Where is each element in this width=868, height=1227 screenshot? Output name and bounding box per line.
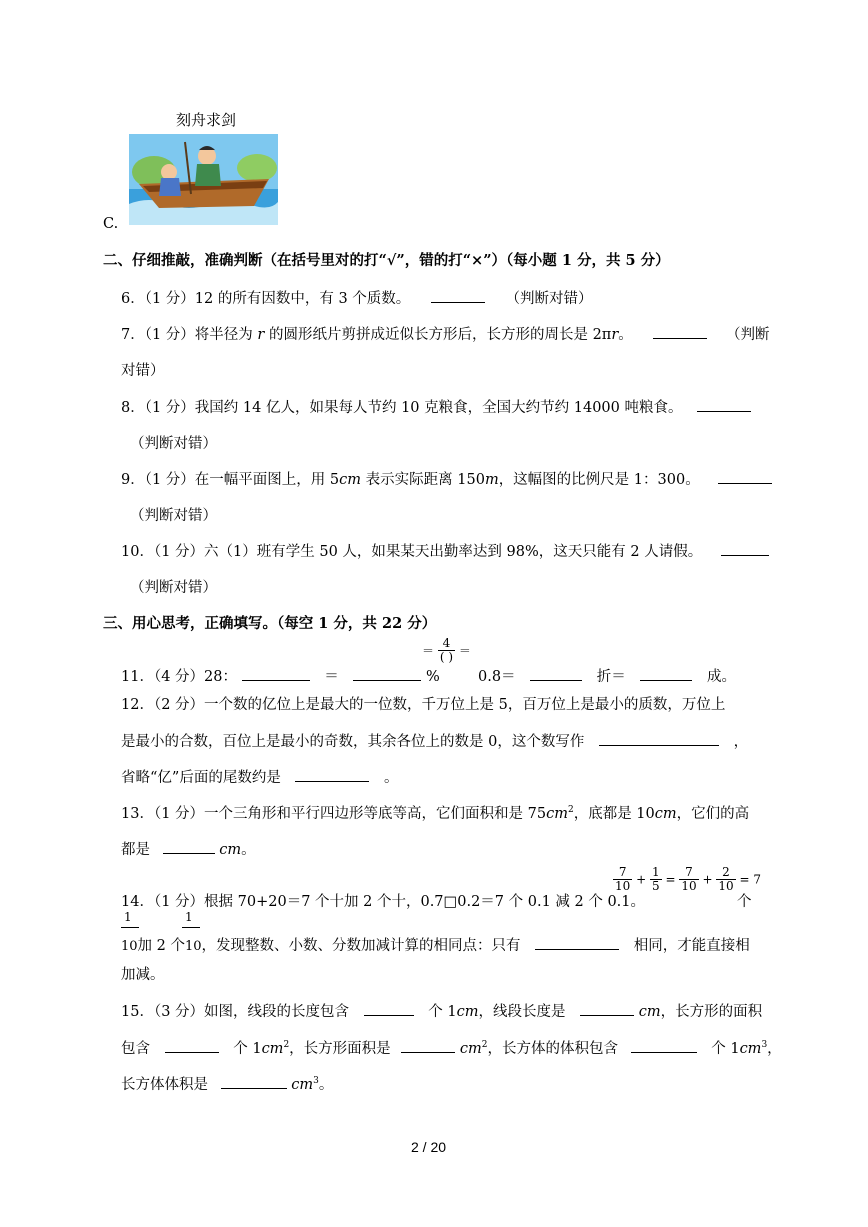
q13-unit3: cm	[219, 842, 242, 858]
q15-l2c: ，长方形面积是	[289, 1041, 391, 1057]
q13-unit2: cm	[654, 806, 677, 822]
q15-line2	[121, 1037, 782, 1058]
q13-text-b: ，底都是 10	[573, 806, 655, 822]
q14-plus1: +	[636, 872, 647, 887]
q8-text: 8．（1 分）我国约 14 亿人，如果每人节约 10 克粮食，全国大约节约 14000 吨粮食。	[121, 400, 683, 416]
q14-frac-3	[679, 866, 698, 893]
q7-tail2: 对错）	[121, 363, 165, 379]
q9-text-a: 9．（1 分）在一幅平面图上，用 5	[121, 472, 340, 488]
q7-var2: r	[611, 327, 619, 343]
q7-text-a: 7．（1 分）将半径为	[121, 327, 258, 343]
q13-text-e: 。	[241, 842, 256, 858]
q9-unit1: cm	[339, 472, 362, 488]
q9-answer-blank[interactable]	[718, 469, 772, 484]
q15-u5: cm	[739, 1041, 762, 1057]
q12-line2-text: 是最小的合数，百位上是最小的奇数，其余各位上的数是 0，这个数写作	[121, 734, 585, 750]
q11-cheng: 成。	[707, 669, 736, 685]
q13-unit1: cm	[546, 806, 568, 822]
q12-blank-2[interactable]	[295, 767, 369, 782]
question-8	[121, 396, 751, 417]
q6-answer-blank[interactable]	[431, 288, 485, 303]
q13-line2	[121, 838, 256, 859]
q14-f5d: 10	[121, 939, 138, 954]
q13-text-a: 13．（1 分）一个三角形和平行四边形等底等高，它们面积和是 75	[121, 806, 547, 822]
q15-u3: cm	[261, 1041, 284, 1057]
q14-frac-4	[716, 866, 735, 893]
q14-plus2: +	[702, 872, 713, 887]
q14-line1: 14．（1 分）根据 70+20＝7 个十加 2 个十，0.7□0.2＝7 个 0.1 减 2 个 0.1。	[121, 894, 646, 910]
question-10	[121, 540, 769, 561]
q15-sup-d: 3	[313, 1076, 319, 1087]
q7-text-b: 的圆形纸片剪拼成近似长方形后，长方形的周长是 2π	[264, 327, 612, 343]
q12-comma: ，	[733, 734, 749, 750]
q14-line2	[121, 934, 750, 955]
q15-l1d: ，长方形的面积	[660, 1004, 763, 1020]
q9-unit2: m	[484, 472, 499, 488]
q15-sup-a: 2	[283, 1040, 290, 1051]
q14-f3n: 7	[679, 866, 698, 880]
q14-f4d: 10	[718, 879, 734, 893]
q13-line1	[121, 802, 749, 823]
q14-f6d: 10	[185, 939, 202, 954]
q15-u4: cm	[459, 1041, 482, 1057]
boat-illustration	[129, 134, 278, 225]
q15-line3: 长方体体积是 $cm^3$。	[121, 1073, 333, 1094]
q9-text-c: ，这幅图的比例尺是 1：300。	[498, 472, 700, 488]
q11-frac-num: 4	[438, 637, 455, 651]
q15-line1	[121, 1000, 762, 1021]
q15-sup-b: 2	[481, 1040, 488, 1051]
q9-text-b: 表示实际距离 150	[361, 472, 485, 488]
section-2-title: 二、仔细推敲，准确判断（在括号里对的打“√”，错的打“×”）（每小题 1 分，共 5 分）	[103, 252, 670, 269]
q14-eq2: = 7	[739, 872, 761, 887]
q7-tail1: （判断	[726, 327, 770, 343]
q13-text-c: ，它们的高	[676, 806, 750, 822]
q14-frac-6-num: 1	[185, 910, 193, 924]
image-caption: 刻舟求剑	[176, 111, 237, 129]
q11-mid: 0.8＝	[478, 669, 516, 685]
q6-tail: （判断对错）	[505, 291, 593, 307]
q12-line3-text: 省略“亿”后面的尾数约是	[121, 770, 281, 786]
q15-blank-6[interactable]	[221, 1074, 287, 1089]
q6-text: 6．（1 分）12 的所有因数中，有 3 个质数。	[121, 291, 411, 307]
q15-u6: cm	[291, 1077, 314, 1093]
q11-blank-2[interactable]	[353, 666, 421, 681]
q15-l1b: 个 1	[428, 1004, 457, 1020]
q11-fraction	[422, 637, 471, 664]
q7-answer-blank[interactable]	[653, 324, 707, 339]
q10-answer-blank[interactable]	[721, 541, 769, 556]
q14-blank[interactable]	[535, 935, 619, 950]
q12-end: 。	[384, 770, 399, 786]
question-6	[121, 287, 593, 308]
question-11	[121, 665, 440, 686]
q11-eq: ＝	[324, 669, 339, 685]
q12-line1: 12．（2 分）一个数的亿位上是最大的一位数，千万位上是 5，百万位上是最小的质数，万位上	[121, 697, 726, 713]
q12-line3	[121, 766, 399, 787]
q11-blank-3[interactable]	[530, 666, 582, 681]
q11-frac-pre: ＝	[422, 644, 435, 658]
q13-text-d: 都是	[121, 842, 150, 858]
q8-tail: （判断对错）	[130, 436, 217, 452]
q15-u1: cm	[456, 1004, 479, 1020]
q15-blank-3[interactable]	[165, 1038, 219, 1053]
q15-l3a: 长方体体积是	[121, 1077, 208, 1093]
q14-frac-5-num: 1	[124, 910, 132, 924]
q14-f4n: 2	[716, 866, 735, 880]
q14-line3: 加减。	[121, 967, 165, 983]
q14-line2b: 相同，才能直接相	[633, 938, 750, 954]
q15-l1a: 15．（3 分）如图，线段的长度包含	[121, 1004, 350, 1020]
q11-blank-4[interactable]	[640, 666, 692, 681]
q8-answer-blank[interactable]	[697, 397, 751, 412]
q7-text-c: 。	[618, 327, 633, 343]
q9-tail: （判断对错）	[130, 508, 217, 524]
q14-f3d: 10	[681, 879, 697, 893]
q14-jia: 加 2 个	[137, 938, 185, 954]
q14-frac-2	[650, 866, 662, 893]
q15-sup-c: 3	[761, 1040, 768, 1051]
q14-f2n: 1	[652, 865, 660, 879]
q15-u2: cm	[638, 1004, 661, 1020]
q15-l2b: 个 1	[233, 1041, 262, 1057]
q14-ge: 个	[737, 894, 752, 910]
q11-frac-post: ＝	[458, 644, 471, 658]
section-3-title: 三、用心思考，正确填写。（每空 1 分，共 22 分）	[103, 615, 437, 632]
q14-f2d: 5	[652, 879, 660, 893]
q14-f1d: 10	[615, 879, 631, 893]
q10-tail: （判断对错）	[130, 580, 217, 596]
q14-frac-5-bar	[121, 927, 139, 928]
question-7	[121, 323, 770, 344]
q14-eq1: =	[665, 872, 676, 887]
q11-zhe: 折＝	[596, 669, 626, 685]
q14-frac-1	[613, 866, 632, 893]
q14-fraction-equation	[613, 866, 761, 893]
option-c: C.	[103, 216, 119, 232]
q15-l1c: ，线段长度是	[478, 1004, 566, 1020]
q11-prefix: 11．（4 分）28：	[121, 669, 237, 685]
q14-f1n: 7	[613, 866, 632, 880]
q11-frac	[438, 637, 455, 664]
q15-l2f: ，	[767, 1041, 782, 1057]
q13-blank[interactable]	[163, 839, 215, 854]
q7-var: r	[257, 327, 265, 343]
question-9	[121, 468, 772, 489]
q14-line2-text: ，发现整数、小数、分数加减计算的相同点：只有	[201, 938, 521, 954]
q12-line2	[121, 730, 748, 751]
q15-l2e: 个 1	[711, 1041, 740, 1057]
q14-frac-6-bar	[182, 927, 200, 928]
q15-blank-4[interactable]	[401, 1038, 455, 1053]
q10-text: 10．（1 分）六（1）班有学生 50 人，如果某天出勤率达到 98%，这天只能有 2 人请假。	[121, 544, 703, 560]
question-11-cont	[478, 665, 736, 686]
q13-sup: 2	[567, 805, 574, 816]
q15-blank-2[interactable]	[580, 1001, 634, 1016]
q15-l2a: 包含	[121, 1041, 150, 1057]
q15-blank-1[interactable]	[364, 1001, 414, 1016]
q12-blank-1[interactable]	[599, 731, 719, 746]
q15-l2d: ，长方体的体积包含	[487, 1041, 618, 1057]
q15-blank-5[interactable]	[631, 1038, 697, 1053]
q11-pct: %	[425, 669, 440, 685]
page-number: 2 / 20	[411, 1139, 447, 1155]
q11-blank-1[interactable]	[242, 666, 310, 681]
q11-frac-den-blank[interactable]: ( )	[439, 650, 454, 664]
